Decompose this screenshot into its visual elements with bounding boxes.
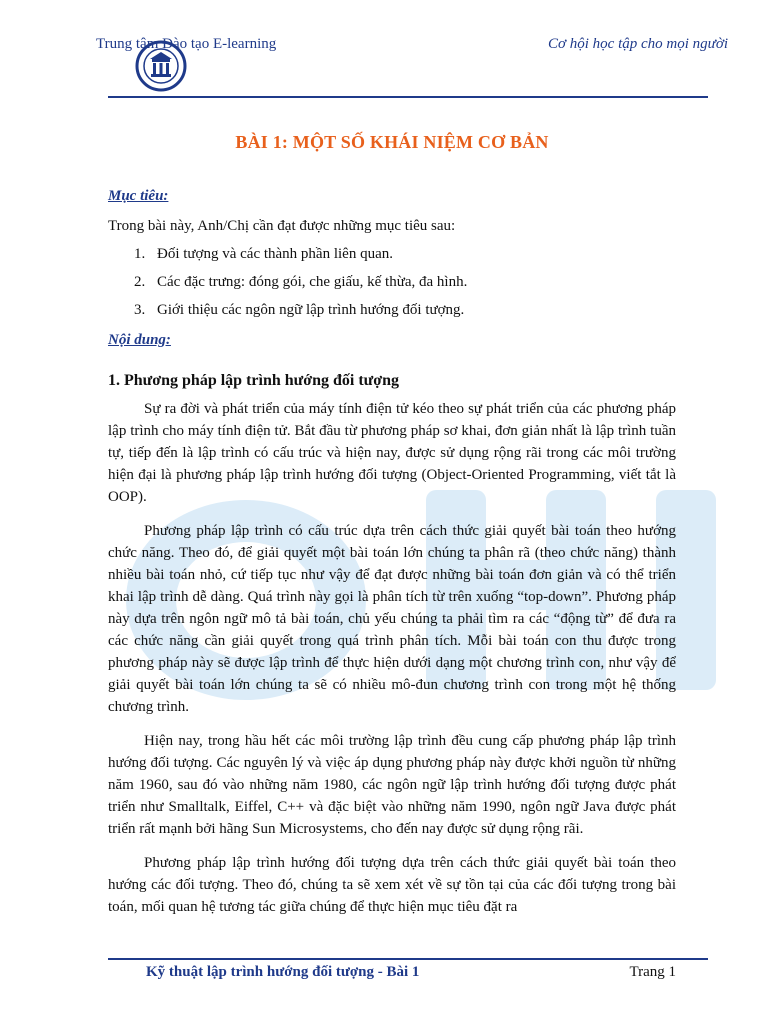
list-item: 1. Đối tượng và các thành phần liên quan. <box>134 246 393 262</box>
objectives-list <box>134 246 467 330</box>
header-center-name: Trung tâm Đào tạo E-learning <box>96 36 277 52</box>
list-item: 3. Giới thiệu các ngôn ngữ lập trình hướng đối tượng. <box>134 302 465 318</box>
page-number: Trang 1 <box>629 964 676 980</box>
section-body <box>108 398 676 930</box>
paragraph: Sự ra đời và phát triển của máy tính điện tử kéo theo sự phát triển của các phương pháp lập trình cho máy tính điện tử. Bắt đầu từ phương pháp sơ khai, đơn giản nhất là lập trình tuần tự, tiếp đến là lập trình có cấu trúc và hiện nay, được sử dụng rộng rãi trong các môi trường hiện đại là phương pháp lập trình hướng đối tượng (Object-Oriented Programming, viết tắt là OOP). <box>108 401 676 505</box>
paragraph: Phương pháp lập trình có cấu trúc dựa trên cách thức giải quyết bài toán theo hướng chức năng. Theo đó, để giải quyết một bài toán lớn chúng ta phân rã (theo chức năng) thành nhiều bài toán nhỏ, cứ tiếp tục như vậy để đạt được những bài toán đơn giản và có thể triển khai lập trình dễ dàng. Quá trình này gọi là phân tích từ trên xuống “top-down”. Phương pháp này dựa trên ngôn ngữ mô tả bài toán, chủ yếu chúng ta phải tìm ra các “động từ” để đưa ra các chức năng cần giải quyết trong quá trình phân tích. Mỗi bài toán con thu được trong phương pháp này sẽ được lập trình để thực hiện dưới dạng một chương trình con, như vậy để giải quyết bài toán lớn chúng ta sẽ có nhiều mô-đun chương trình con trong một hệ thống chương trình. <box>108 523 676 715</box>
header-slogan: Cơ hội học tập cho mọi người <box>547 36 728 52</box>
paragraph: Hiện nay, trong hầu hết các môi trường lập trình đều cung cấp phương pháp lập trình hướng đối tượng. Các nguyên lý và việc áp dụng phương pháp này được khởi nguồn từ những năm 1960, sau đó vào những năm 1980, các ngôn ngữ lập trình hướng đối tượng được phát triển như Smalltalk, Eiffel, C++ và đặc biệt vào những năm 1990, ngôn ngữ Java được phát triển rất mạnh bởi hãng Sun Microsystems, cho đến nay được sử dụng rộng rãi. <box>108 733 676 837</box>
content-label: Nội dung: <box>108 332 171 348</box>
paragraph: Phương pháp lập trình hướng đối tượng dựa trên cách thức giải quyết bài toán theo hướng các đối tượng. Theo đó, chúng ta sẽ xem xét về sự tồn tại của các đối tượng trong bài toán, mối quan hệ tương tác giữa chúng để thực hiện mục tiêu đặt ra <box>108 855 676 915</box>
list-item: 2. Các đặc trưng: đóng gói, che giấu, kế thừa, đa hình. <box>134 274 468 290</box>
footer-course-title: Kỹ thuật lập trình hướng đối tượng - Bài 1 <box>146 964 420 980</box>
lesson-title: BÀI 1: MỘT SỐ KHÁI NIỆM CƠ BẢN <box>235 132 549 152</box>
section-heading: 1. Phương pháp lập trình hướng đối tượng <box>108 372 400 389</box>
footer-divider <box>108 958 708 960</box>
objectives-label: Mục tiêu: <box>108 188 169 204</box>
header-divider <box>108 96 708 98</box>
objectives-intro: Trong bài này, Anh/Chị cần đạt được những mục tiêu sau: <box>108 218 456 234</box>
